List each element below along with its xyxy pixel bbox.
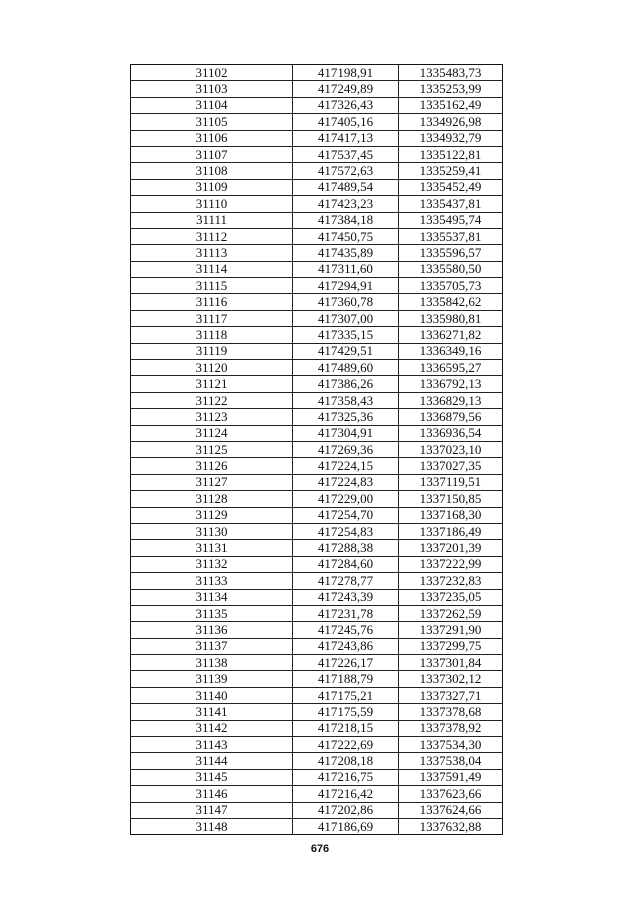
point-id-cell: 31117 [131, 310, 293, 326]
x-coordinate-cell: 417417,13 [293, 130, 399, 146]
y-coordinate-cell: 1337378,92 [399, 720, 503, 736]
y-coordinate-cell: 1335437,81 [399, 196, 503, 212]
table-row [131, 802, 503, 818]
table-row [131, 737, 503, 753]
y-coordinate-cell: 1337232,83 [399, 573, 503, 589]
x-coordinate-cell: 417450,75 [293, 228, 399, 244]
x-coordinate-cell: 417186,69 [293, 818, 399, 834]
y-coordinate-cell: 1336936,54 [399, 425, 503, 441]
table-row [131, 441, 503, 457]
y-coordinate-cell: 1337262,59 [399, 605, 503, 621]
table-row [131, 130, 503, 146]
point-id-cell: 31109 [131, 179, 293, 195]
y-coordinate-cell: 1336271,82 [399, 327, 503, 343]
table-row [131, 261, 503, 277]
table-row [131, 605, 503, 621]
point-id-cell: 31147 [131, 802, 293, 818]
point-id-cell: 31131 [131, 540, 293, 556]
table-row [131, 704, 503, 720]
table-row [131, 81, 503, 97]
point-id-cell: 31122 [131, 392, 293, 408]
table-row [131, 392, 503, 408]
table-row [131, 360, 503, 376]
y-coordinate-cell: 1335705,73 [399, 278, 503, 294]
table-row [131, 228, 503, 244]
y-coordinate-cell: 1337302,12 [399, 671, 503, 687]
x-coordinate-cell: 417175,59 [293, 704, 399, 720]
x-coordinate-cell: 417572,63 [293, 163, 399, 179]
x-coordinate-cell: 417405,16 [293, 114, 399, 130]
table-row [131, 671, 503, 687]
y-coordinate-cell: 1337591,49 [399, 769, 503, 785]
table-row [131, 655, 503, 671]
table-row [131, 310, 503, 326]
x-coordinate-cell: 417222,69 [293, 737, 399, 753]
y-coordinate-cell: 1335495,74 [399, 212, 503, 228]
table-row [131, 556, 503, 572]
table-row [131, 179, 503, 195]
point-id-cell: 31148 [131, 818, 293, 834]
table-row [131, 114, 503, 130]
table-row [131, 245, 503, 261]
table-row [131, 769, 503, 785]
point-id-cell: 31139 [131, 671, 293, 687]
y-coordinate-cell: 1337301,84 [399, 655, 503, 671]
y-coordinate-cell: 1335842,62 [399, 294, 503, 310]
table-row [131, 507, 503, 523]
y-coordinate-cell: 1337632,88 [399, 818, 503, 834]
x-coordinate-cell: 417307,00 [293, 310, 399, 326]
table-row [131, 97, 503, 113]
table-row [131, 458, 503, 474]
table-row [131, 196, 503, 212]
table-row [131, 622, 503, 638]
y-coordinate-cell: 1337538,04 [399, 753, 503, 769]
y-coordinate-cell: 1337168,30 [399, 507, 503, 523]
point-id-cell: 31118 [131, 327, 293, 343]
point-id-cell: 31110 [131, 196, 293, 212]
y-coordinate-cell: 1337235,05 [399, 589, 503, 605]
table-row [131, 589, 503, 605]
x-coordinate-cell: 417243,39 [293, 589, 399, 605]
x-coordinate-cell: 417224,15 [293, 458, 399, 474]
x-coordinate-cell: 417288,38 [293, 540, 399, 556]
x-coordinate-cell: 417175,21 [293, 687, 399, 703]
y-coordinate-cell: 1337222,99 [399, 556, 503, 572]
y-coordinate-cell: 1335580,50 [399, 261, 503, 277]
x-coordinate-cell: 417429,51 [293, 343, 399, 359]
y-coordinate-cell: 1336595,27 [399, 360, 503, 376]
y-coordinate-cell: 1336792,13 [399, 376, 503, 392]
table-row [131, 540, 503, 556]
x-coordinate-cell: 417208,18 [293, 753, 399, 769]
y-coordinate-cell: 1335537,81 [399, 228, 503, 244]
y-coordinate-cell: 1336349,16 [399, 343, 503, 359]
x-coordinate-cell: 417435,89 [293, 245, 399, 261]
y-coordinate-cell: 1334926,98 [399, 114, 503, 130]
x-coordinate-cell: 417278,77 [293, 573, 399, 589]
point-id-cell: 31106 [131, 130, 293, 146]
x-coordinate-cell: 417198,91 [293, 65, 399, 81]
x-coordinate-cell: 417284,60 [293, 556, 399, 572]
point-id-cell: 31107 [131, 146, 293, 162]
y-coordinate-cell: 1335452,49 [399, 179, 503, 195]
point-id-cell: 31115 [131, 278, 293, 294]
coordinates-table-body [131, 65, 503, 835]
point-id-cell: 31137 [131, 638, 293, 654]
table-row [131, 687, 503, 703]
table-row [131, 491, 503, 507]
x-coordinate-cell: 417489,60 [293, 360, 399, 376]
table-row [131, 163, 503, 179]
point-id-cell: 31124 [131, 425, 293, 441]
y-coordinate-cell: 1337023,10 [399, 441, 503, 457]
point-id-cell: 31108 [131, 163, 293, 179]
x-coordinate-cell: 417254,70 [293, 507, 399, 523]
table-row [131, 573, 503, 589]
x-coordinate-cell: 417216,42 [293, 786, 399, 802]
point-id-cell: 31128 [131, 491, 293, 507]
table-row [131, 523, 503, 539]
y-coordinate-cell: 1337119,51 [399, 474, 503, 490]
table-row [131, 327, 503, 343]
point-id-cell: 31127 [131, 474, 293, 490]
table-row [131, 212, 503, 228]
y-coordinate-cell: 1337150,85 [399, 491, 503, 507]
x-coordinate-cell: 417231,78 [293, 605, 399, 621]
point-id-cell: 31136 [131, 622, 293, 638]
x-coordinate-cell: 417243,86 [293, 638, 399, 654]
y-coordinate-cell: 1337027,35 [399, 458, 503, 474]
point-id-cell: 31119 [131, 343, 293, 359]
point-id-cell: 31132 [131, 556, 293, 572]
y-coordinate-cell: 1335162,49 [399, 97, 503, 113]
table-row [131, 786, 503, 802]
y-coordinate-cell: 1335980,81 [399, 310, 503, 326]
point-id-cell: 31129 [131, 507, 293, 523]
point-id-cell: 31111 [131, 212, 293, 228]
point-id-cell: 31123 [131, 409, 293, 425]
table-row [131, 720, 503, 736]
table-row [131, 376, 503, 392]
x-coordinate-cell: 417489,54 [293, 179, 399, 195]
x-coordinate-cell: 417304,91 [293, 425, 399, 441]
table-row [131, 278, 503, 294]
page-number: 676 [310, 843, 330, 855]
coordinates-table [130, 64, 503, 835]
x-coordinate-cell: 417188,79 [293, 671, 399, 687]
point-id-cell: 31103 [131, 81, 293, 97]
y-coordinate-cell: 1337299,75 [399, 638, 503, 654]
table-row [131, 343, 503, 359]
point-id-cell: 31141 [131, 704, 293, 720]
x-coordinate-cell: 417269,36 [293, 441, 399, 457]
x-coordinate-cell: 417229,00 [293, 491, 399, 507]
point-id-cell: 31125 [131, 441, 293, 457]
x-coordinate-cell: 417386,26 [293, 376, 399, 392]
x-coordinate-cell: 417360,78 [293, 294, 399, 310]
point-id-cell: 31145 [131, 769, 293, 785]
y-coordinate-cell: 1335259,41 [399, 163, 503, 179]
point-id-cell: 31113 [131, 245, 293, 261]
point-id-cell: 31104 [131, 97, 293, 113]
x-coordinate-cell: 417423,23 [293, 196, 399, 212]
point-id-cell: 31135 [131, 605, 293, 621]
point-id-cell: 31146 [131, 786, 293, 802]
y-coordinate-cell: 1337327,71 [399, 687, 503, 703]
x-coordinate-cell: 417226,17 [293, 655, 399, 671]
point-id-cell: 31112 [131, 228, 293, 244]
x-coordinate-cell: 417335,15 [293, 327, 399, 343]
point-id-cell: 31142 [131, 720, 293, 736]
x-coordinate-cell: 417216,75 [293, 769, 399, 785]
table-row [131, 818, 503, 834]
y-coordinate-cell: 1337378,68 [399, 704, 503, 720]
point-id-cell: 31120 [131, 360, 293, 376]
table-row [131, 294, 503, 310]
x-coordinate-cell: 417326,43 [293, 97, 399, 113]
point-id-cell: 31114 [131, 261, 293, 277]
y-coordinate-cell: 1335596,57 [399, 245, 503, 261]
x-coordinate-cell: 417294,91 [293, 278, 399, 294]
point-id-cell: 31134 [131, 589, 293, 605]
x-coordinate-cell: 417218,15 [293, 720, 399, 736]
point-id-cell: 31116 [131, 294, 293, 310]
table-row [131, 474, 503, 490]
table-row [131, 146, 503, 162]
point-id-cell: 31140 [131, 687, 293, 703]
table-row [131, 65, 503, 81]
y-coordinate-cell: 1337291,90 [399, 622, 503, 638]
x-coordinate-cell: 417358,43 [293, 392, 399, 408]
point-id-cell: 31138 [131, 655, 293, 671]
y-coordinate-cell: 1337624,66 [399, 802, 503, 818]
x-coordinate-cell: 417249,89 [293, 81, 399, 97]
x-coordinate-cell: 417311,60 [293, 261, 399, 277]
y-coordinate-cell: 1335483,73 [399, 65, 503, 81]
y-coordinate-cell: 1337186,49 [399, 523, 503, 539]
table-row [131, 638, 503, 654]
point-id-cell: 31102 [131, 65, 293, 81]
point-id-cell: 31130 [131, 523, 293, 539]
y-coordinate-cell: 1336829,13 [399, 392, 503, 408]
y-coordinate-cell: 1337623,66 [399, 786, 503, 802]
table-row [131, 753, 503, 769]
y-coordinate-cell: 1336879,56 [399, 409, 503, 425]
y-coordinate-cell: 1337534,30 [399, 737, 503, 753]
x-coordinate-cell: 417325,36 [293, 409, 399, 425]
y-coordinate-cell: 1335122,81 [399, 146, 503, 162]
x-coordinate-cell: 417202,86 [293, 802, 399, 818]
y-coordinate-cell: 1335253,99 [399, 81, 503, 97]
point-id-cell: 31133 [131, 573, 293, 589]
point-id-cell: 31144 [131, 753, 293, 769]
x-coordinate-cell: 417224,83 [293, 474, 399, 490]
y-coordinate-cell: 1334932,79 [399, 130, 503, 146]
x-coordinate-cell: 417254,83 [293, 523, 399, 539]
point-id-cell: 31105 [131, 114, 293, 130]
x-coordinate-cell: 417245,76 [293, 622, 399, 638]
point-id-cell: 31143 [131, 737, 293, 753]
table-row [131, 409, 503, 425]
point-id-cell: 31126 [131, 458, 293, 474]
table-row [131, 425, 503, 441]
x-coordinate-cell: 417384,18 [293, 212, 399, 228]
x-coordinate-cell: 417537,45 [293, 146, 399, 162]
point-id-cell: 31121 [131, 376, 293, 392]
y-coordinate-cell: 1337201,39 [399, 540, 503, 556]
